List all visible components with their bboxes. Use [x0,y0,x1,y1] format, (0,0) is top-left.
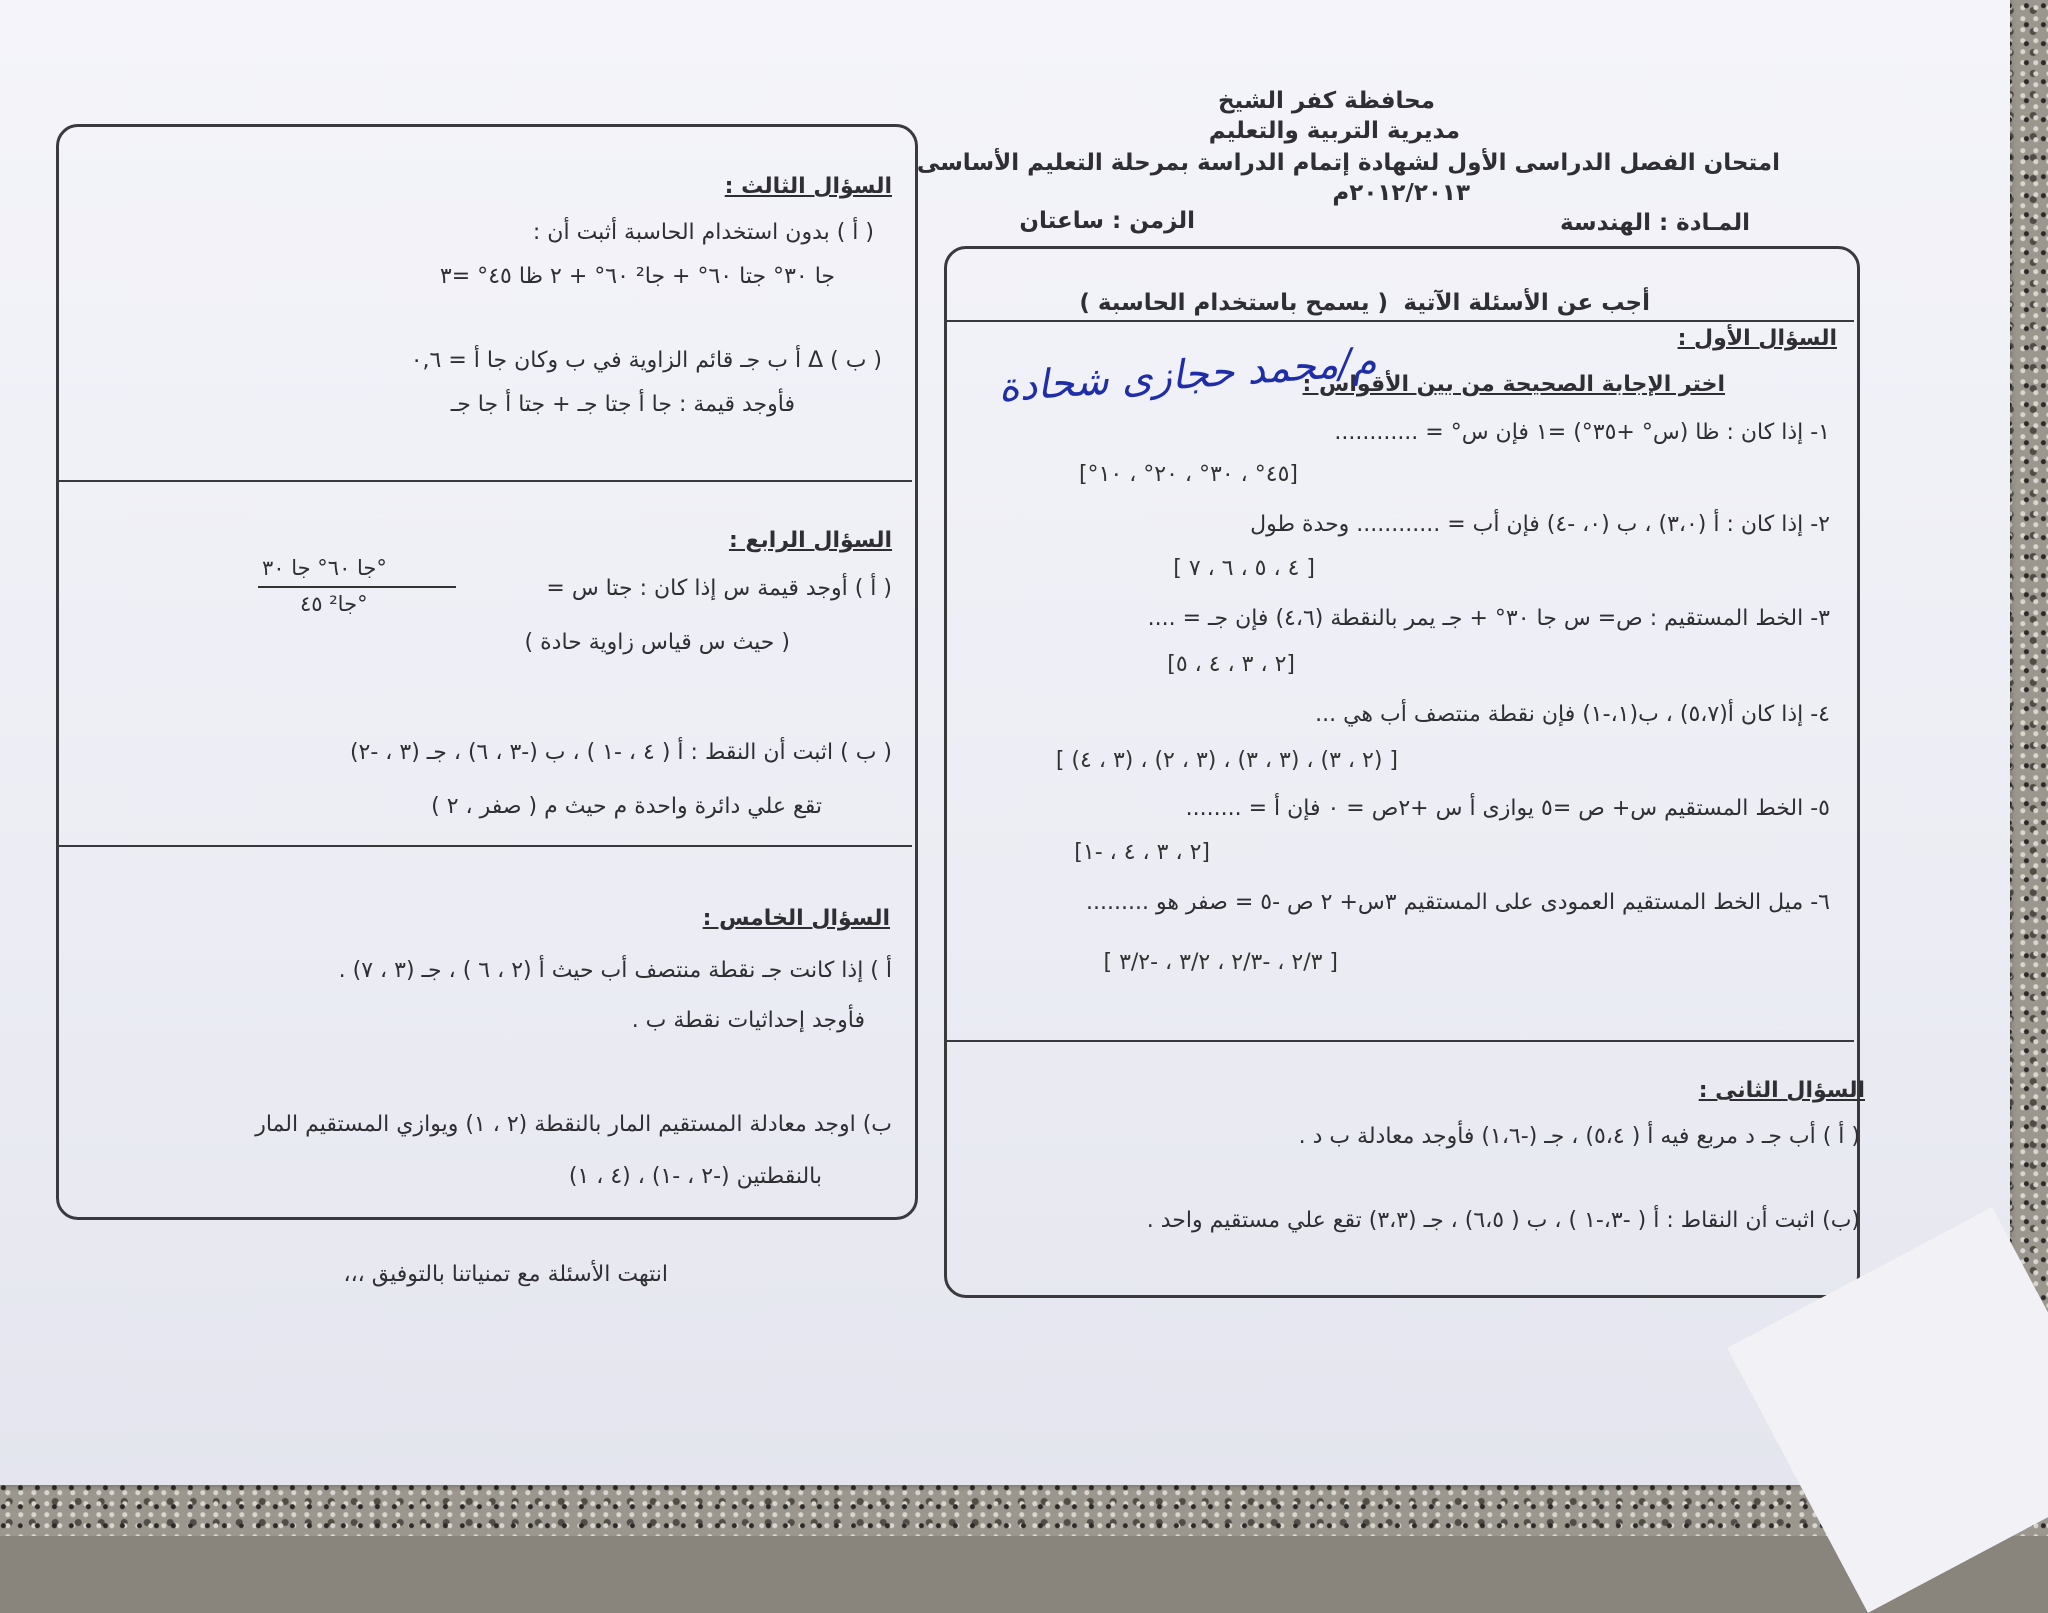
q5-part-b-line2: بالنقطتين (-٢ ، -١) ، (٤ ، ١) [568,1164,822,1189]
q5-part-a-find: فأوجد إحداثيات نقطة ب . [631,1008,865,1033]
q4-part-a-note: ( حيث س قياس زاوية حادة ) [524,630,790,655]
q4-fraction-denominator: جا² ٤٥° [300,592,368,616]
q3-part-b-find: فأوجد قيمة : جا أ جتا جـ + جتا أ جا جـ [450,392,795,417]
q5-part-a: أ ) إذا كانت جـ نقطة منتصف أب حيث أ (٢ ، ٦ ) ، جـ (٣ ، ٧) . [338,958,892,983]
q1-choices: [ ٤ ، ٥ ، ٦ ، ٧ ] [1173,556,1315,581]
header-time: الزمن : ساعتان [1019,208,1195,234]
q5-heading: السؤال الخامس : [702,906,890,931]
q4-heading: السؤال الرابع : [728,528,892,553]
q4-part-b-line2: تقع علي دائرة واحدة م حيث م ( صفر ، ٢ ) [431,794,822,819]
handwritten-signature: م/محمد حجازى شحادة [996,338,1378,412]
q1-choices: [٢ ، ٣ ، ٤ ، ٥] [1167,652,1295,677]
q1-item: ١- إذا كان : ظا (س° +٣٥°) =١ فإن س° = ............ [1334,420,1830,445]
instruction-answer: أجب عن الأسئلة الآتية [1403,290,1650,316]
q1-item: ٤- إذا كان أ(٥،٧) ، ب(١،-١) فإن نقطة منتصف أب هي ... [1315,702,1830,727]
header-governorate: محافظة كفر الشيخ [1217,88,1435,114]
q3-part-b: ( ب ) Δ أ ب جـ قائم الزاوية في ب وكان جا أ = ٠,٦ [410,348,882,373]
q5-part-b: ب) اوجد معادلة المستقيم المار بالنقطة (٢ ، ١) ويوازي المستقيم المار [255,1112,892,1137]
q1-item: ٢- إذا كان : أ (٣،٠) ، ب (٠، -٤) فإن أب = ............ وحدة طول [1250,512,1830,537]
divider [946,1040,1854,1042]
instruction-calculator: ( يسمح باستخدام الحاسبة ) [1079,290,1388,316]
q1-item: ٥- الخط المستقيم س+ ص =٥ يوازى أ س +٢ص = ٠ فإن أ = ........ [1185,796,1830,821]
q3-part-a: ( أ ) بدون استخدام الحاسبة أثبت أن : [532,220,874,245]
q1-heading: السؤال الأول : [1677,326,1837,351]
q1-instruction: اختر الإجابة الصحيحة من بين الأقواس : [1302,372,1725,397]
header-directorate: مديرية التربية والتعليم [1208,118,1460,144]
q1-item: ٦- ميل الخط المستقيم العمودى على المستقيم ٣س+ ٢ ص -٥ = صفر هو ......... [1086,890,1830,915]
q1-choices: [٢ ، ٣ ، ٤ ، -١] [1074,840,1210,865]
q1-item: ٣- الخط المستقيم : ص= س جا ٣٠° + جـ يمر بالنقطة (٤،٦) فإن جـ = .... [1147,606,1830,631]
q2-part-a: ( أ ) أب جـ د مربع فيه أ ( ٥،٤) ، جـ (-١،٦) فأوجد معادلة ب د . [1298,1124,1860,1149]
header-exam-title: امتحان الفصل الدراسى الأول لشهادة إتمام الدراسة بمرحلة التعليم الأساسى [916,150,1780,176]
header-subject: المـادة : الهندسة [1560,210,1750,236]
q2-part-b: (ب) اثبت أن النقاط : أ ( -٣،-١ ) ، ب ( ٦،٥) ، جـ (٣،٣) تقع علي مستقيم واحد . [1146,1208,1860,1233]
closing-note: انتهت الأسئلة مع تمنياتنا بالتوفيق ،،، [343,1262,668,1287]
q1-choices: [ ٢/٣ ، -٢/٣ ، ٣/٢ ، -٣/٢ ] [1103,950,1338,975]
q4-part-b: ( ب ) اثبت أن النقط : أ ( ٤ ، -١ ) ، ب (-٣ ، ٦) ، جـ (٣ ، -٢) [349,740,892,765]
header-year: ٢٠١٢/٢٠١٣م [1332,180,1470,206]
q4-part-a: ( أ ) أوجد قيمة س إذا كان : جتا س = [546,576,892,601]
divider [58,845,912,847]
divider [58,480,912,482]
divider [946,320,1854,322]
fraction-bar [258,586,456,588]
q2-heading: السؤال الثانى : [1698,1078,1865,1103]
q4-fraction-numerator: جا ٦٠° جا ٣٠° [262,556,387,580]
q1-choices: [ (٢ ، ٣) ، (٣ ، ٣) ، (٣ ، ٢) ، (٣ ، ٤) ] [1055,748,1398,773]
q3-part-a-equation: جا ٣٠° جتا ٦٠° + جا² ٦٠° + ٢ ظا ٤٥° =٣ [439,264,835,289]
q3-heading: السؤال الثالث : [724,174,892,199]
q1-choices: [٤٥° ، ٣٠° ، ٢٠° ، ١٠°] [1078,462,1298,487]
